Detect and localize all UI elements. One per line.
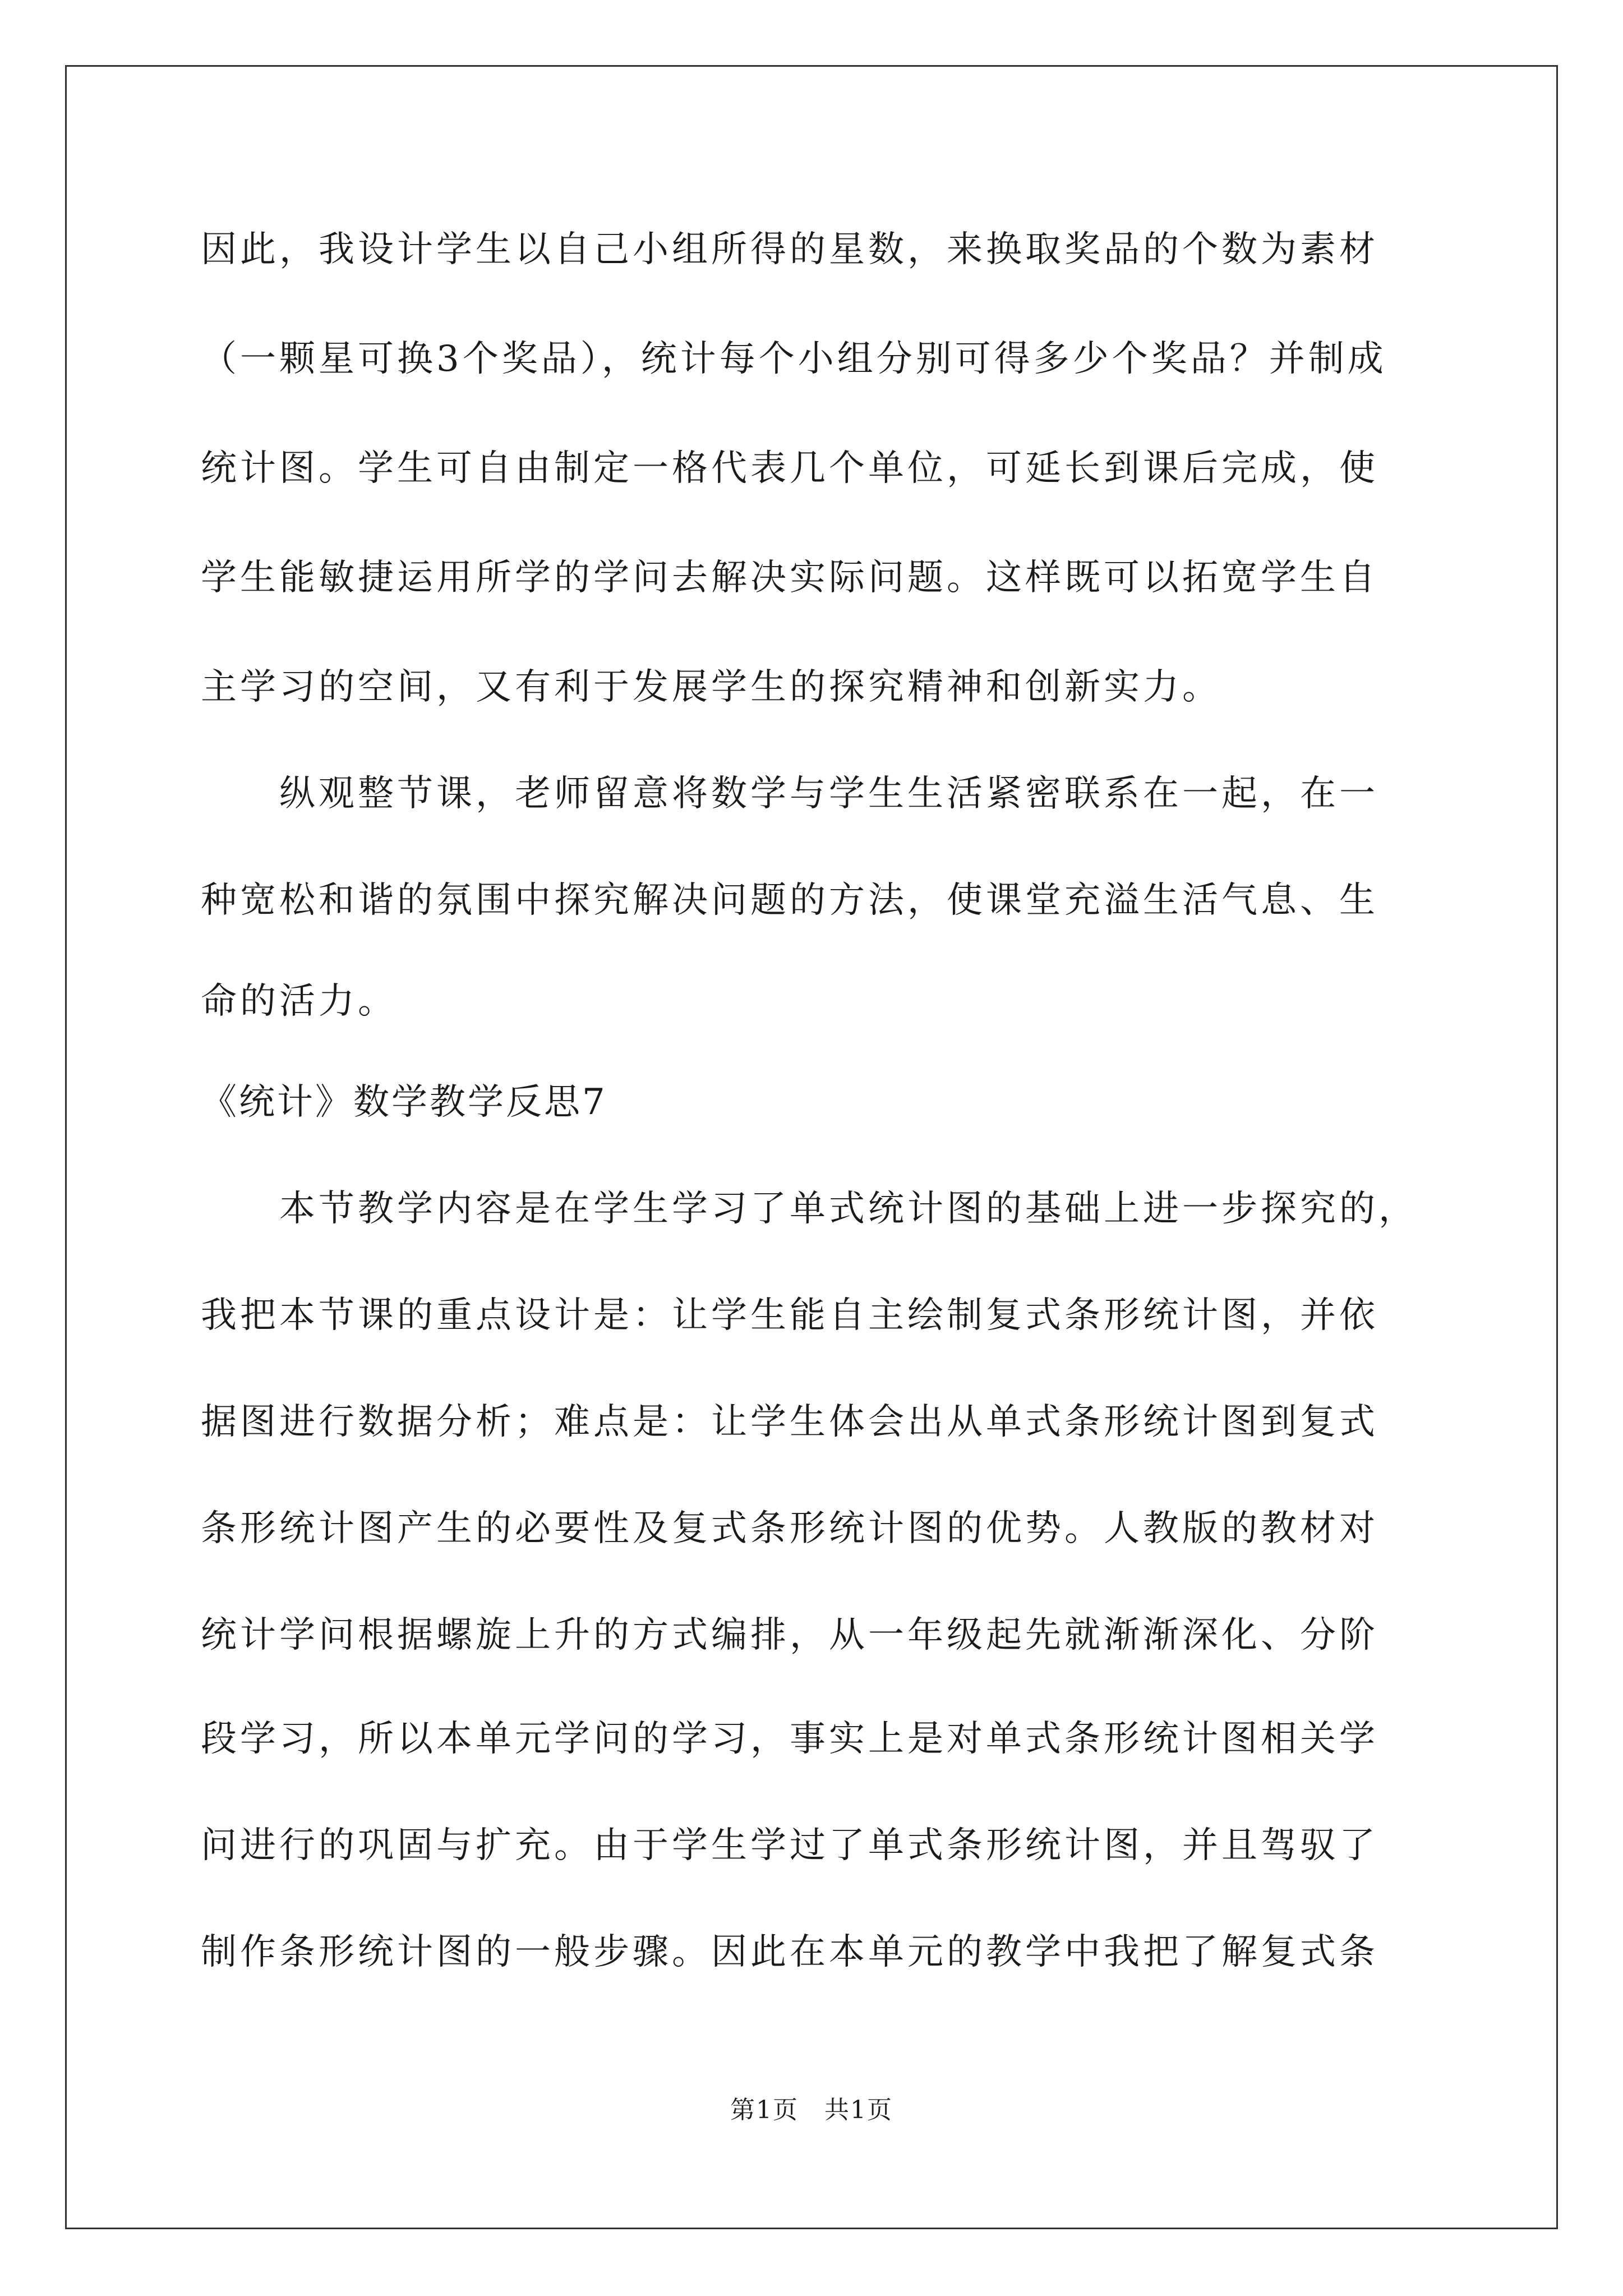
paragraph-line: 种宽松和谐的氛围中探究解决问题的方法，使课堂充溢生活气息、生 [201,880,1378,921]
paragraph-line: 命的活力。 [201,981,397,1022]
paragraph-line: 统计图。学生可自由制定一格代表几个单位，可延长到课后完成，使 [201,448,1378,489]
paragraph-line: 制作条形统计图的一般步骤。因此在本单元的教学中我把了解复式条 [201,1931,1378,1973]
paragraph-line: 问进行的巩固与扩充。由于学生学过了单式条形统计图，并且驾驭了 [201,1825,1378,1866]
paragraph-line: 纵观整节课，老师留意将数学与学生生活紧密联系在一起，在一 [279,773,1378,815]
page-border [65,65,1558,2229]
paragraph-line: 段学习，所以本单元学问的学习，事实上是对单式条形统计图相关学 [201,1718,1378,1760]
paragraph-line: 条形统计图产生的必要性及复式条形统计图的优势。人教版的教材对 [201,1508,1378,1549]
paragraph-line: 我把本节课的重点设计是：让学生能自主绘制复式条形统计图，并依 [201,1295,1378,1336]
paragraph-line: 统计学问根据螺旋上升的方式编排，从一年级起先就渐渐深化、分阶 [201,1614,1378,1656]
paragraph-line: 本节教学内容是在学生学习了单式统计图的基础上进一步探究的， [279,1188,1418,1230]
paragraph-line: 据图进行数据分析；难点是：让学生体会出从单式条形统计图到复式 [201,1401,1378,1443]
paragraph-line: 主学习的空间，又有利于发展学生的探究精神和创新实力。 [201,666,1221,708]
paragraph-line: （一颗星可换3个奖品），统计每个小组分别可得多少个奖品？并制成 [201,338,1387,380]
paragraph-line: 因此，我设计学生以自己小组所得的星数，来换取奖品的个数为素材 [201,229,1378,270]
section-heading: 《统计》数学教学反思7 [201,1082,607,1123]
paragraph-line: 学生能敏捷运用所学的学问去解决实际问题。这样既可以拓宽学生自 [201,557,1378,599]
page-footer: 第1页 共1页 [730,2096,893,2124]
